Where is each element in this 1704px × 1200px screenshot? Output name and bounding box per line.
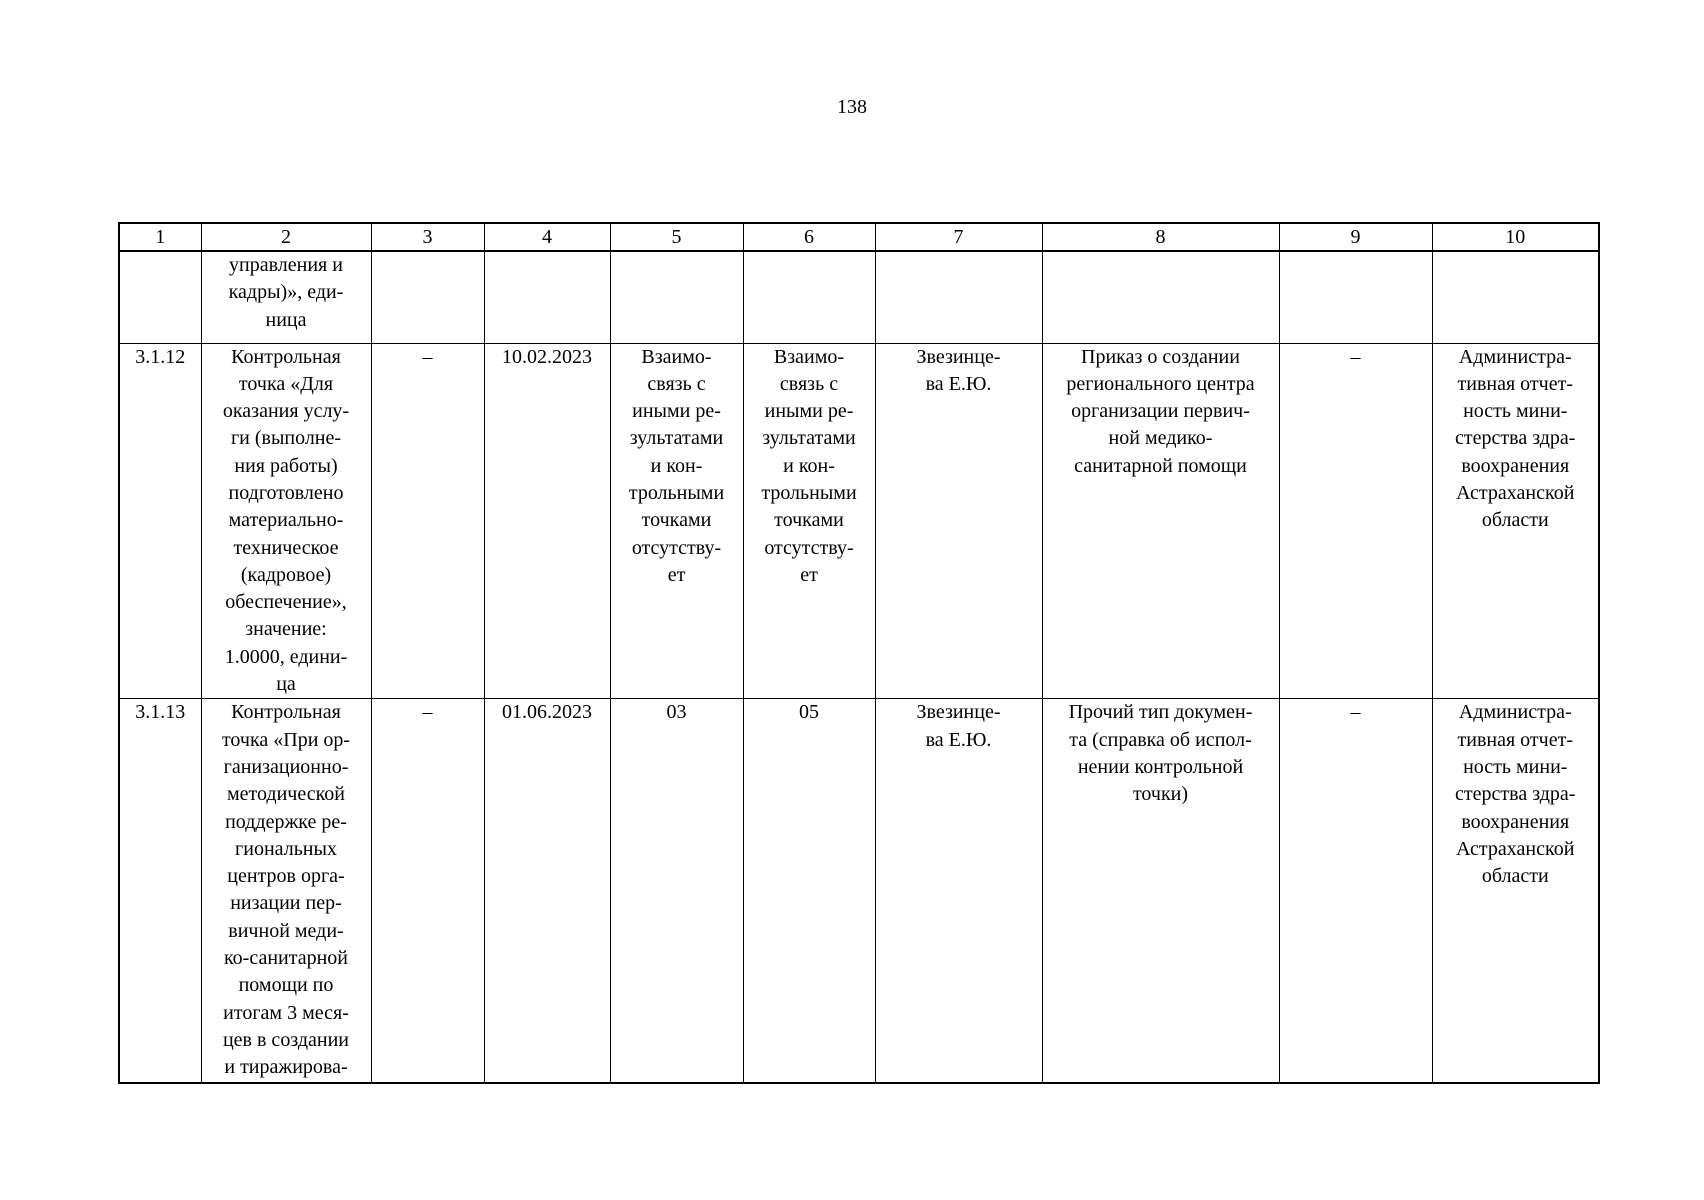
column-number: 10 xyxy=(1432,223,1599,251)
predecessor-cell: 03 xyxy=(610,699,743,1083)
table-cell: – xyxy=(371,343,484,699)
info-system-cell: Администра- тивная отчет- ность мини- стерства здра- воохранения Астраханской области xyxy=(1432,699,1599,1083)
info-system-cell: Администра- тивная отчет- ность мини- стерства здра- воохранения Астраханской области xyxy=(1432,343,1599,699)
successor-cell: Взаимо- связь с иными ре- зультатами и кон- трольными точками отсутству- ет xyxy=(743,343,875,699)
table-cell xyxy=(743,251,875,343)
column-number: 1 xyxy=(119,223,201,251)
row-number-cell xyxy=(119,251,201,343)
column-number: 3 xyxy=(371,223,484,251)
predecessor-cell: Взаимо- связь с иными ре- зультатами и кон- трольными точками отсутству- ет xyxy=(610,343,743,699)
column-number: 4 xyxy=(484,223,610,251)
name-cell: управления и кадры)», еди- ница xyxy=(201,251,371,343)
date-cell: 01.06.2023 xyxy=(484,699,610,1083)
table-cell xyxy=(1279,251,1432,343)
successor-cell: 05 xyxy=(743,699,875,1083)
name-cell: Контрольная точка «Для оказания услу- ги (выполне- ния работы) подготовлено материально- техническое (кадровое) обеспечение», значение: 1.0000, едини- ца xyxy=(201,343,371,699)
column-number: 7 xyxy=(875,223,1042,251)
column-number: 2 xyxy=(201,223,371,251)
row-number-cell: 3.1.13 xyxy=(119,699,201,1083)
column-number-row xyxy=(119,223,1599,251)
date-cell: 10.02.2023 xyxy=(484,343,610,699)
date-cell xyxy=(484,251,610,343)
table-row-3-1-13 xyxy=(119,699,1599,1083)
row-number-cell: 3.1.12 xyxy=(119,343,201,699)
column-number: 9 xyxy=(1279,223,1432,251)
table-cell: – xyxy=(1279,699,1432,1083)
page-number: 138 xyxy=(837,96,867,118)
plan-table xyxy=(118,222,1600,1084)
table-cell xyxy=(610,251,743,343)
column-number: 6 xyxy=(743,223,875,251)
responsible-cell xyxy=(875,251,1042,343)
table-cell: – xyxy=(371,699,484,1083)
responsible-cell: Звезинце- ва Е.Ю. xyxy=(875,699,1042,1083)
table-row-3-1-12 xyxy=(119,343,1599,699)
column-number: 8 xyxy=(1042,223,1279,251)
document-cell: Прочий тип докумен- та (справка об испол- нении контрольной точки) xyxy=(1042,699,1279,1083)
document-cell: Приказ о создании регионального центра организации первич- ной медико- санитарной помощи xyxy=(1042,343,1279,699)
table-cell: – xyxy=(1279,343,1432,699)
name-cell: Контрольная точка «При ор- ганизационно- методической поддержке ре- гиональных центров орга- низации пер- вичной меди- ко-санитарной помощи по итогам 3 меся- цев в создании и тиражирова- xyxy=(201,699,371,1083)
document-cell xyxy=(1042,251,1279,343)
column-number: 5 xyxy=(610,223,743,251)
table-cell xyxy=(371,251,484,343)
table-row-continuation xyxy=(119,251,1599,343)
responsible-cell: Звезинце- ва Е.Ю. xyxy=(875,343,1042,699)
info-system-cell xyxy=(1432,251,1599,343)
